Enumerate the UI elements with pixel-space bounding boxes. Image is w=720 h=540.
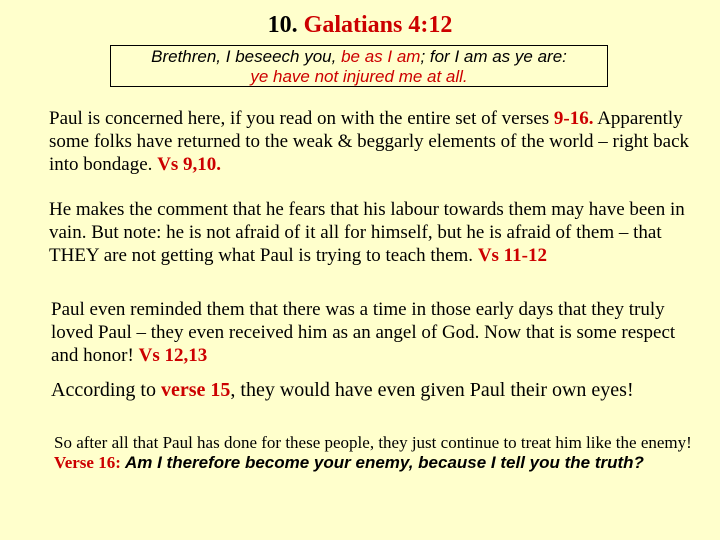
p1-text-2: Apparently some folks have returned to the weak & beggarly elements of the world – right back into bondage. (49, 108, 689, 175)
p3-text: Paul even reminded them that there was a time in those early days that they truly loved Paul – they even received him as an angel of God. Now that is some respect and honor! (51, 299, 676, 366)
p2-ref: Vs 11-12 (477, 245, 547, 266)
paragraph-2 (49, 198, 714, 267)
page-title (0, 11, 720, 39)
paragraph-5 (54, 433, 704, 473)
title-reference: Galatians 4:12 (303, 12, 453, 38)
paragraph-4 (51, 379, 701, 402)
p1-ref-1: 9-16. (553, 108, 594, 129)
verse-line-2: ye have not injured me at all. (250, 67, 468, 86)
p4-ref: verse 15 (160, 379, 231, 401)
p1-ref-2: Vs 9,10. (157, 154, 222, 175)
p5-ref: Verse 16: (54, 453, 121, 472)
p4-text-2: , they would have even given Paul their own eyes! (230, 379, 634, 401)
paragraph-1 (49, 107, 699, 176)
verse-text-a: Brethren, I beseech you, (151, 47, 342, 66)
p2-text: He makes the comment that he fears that his labour towards them may have been in vain. But note: he is not afraid of it all for himself, but he is afraid of them – that THEY are not getting what Paul is trying to teach them. (49, 199, 685, 266)
p3-ref: Vs 12,13 (138, 345, 208, 366)
p4-text-1: According to (51, 379, 161, 401)
p5-quote: Am I therefore become your enemy, because I tell you the truth? (120, 453, 644, 472)
title-number: 10. (267, 12, 298, 38)
p5-text: So after all that Paul has done for these people, they just continue to treat him like the enemy! (54, 433, 692, 452)
verse-text-c: ; for I am as ye are: (420, 47, 567, 66)
verse-highlight: be as I am (341, 47, 421, 66)
p1-text: Paul is concerned here, if you read on with the entire set of verses (49, 108, 554, 129)
verse-line-1 (111, 47, 607, 67)
verse-quote-box (110, 45, 608, 87)
paragraph-3 (51, 298, 701, 367)
